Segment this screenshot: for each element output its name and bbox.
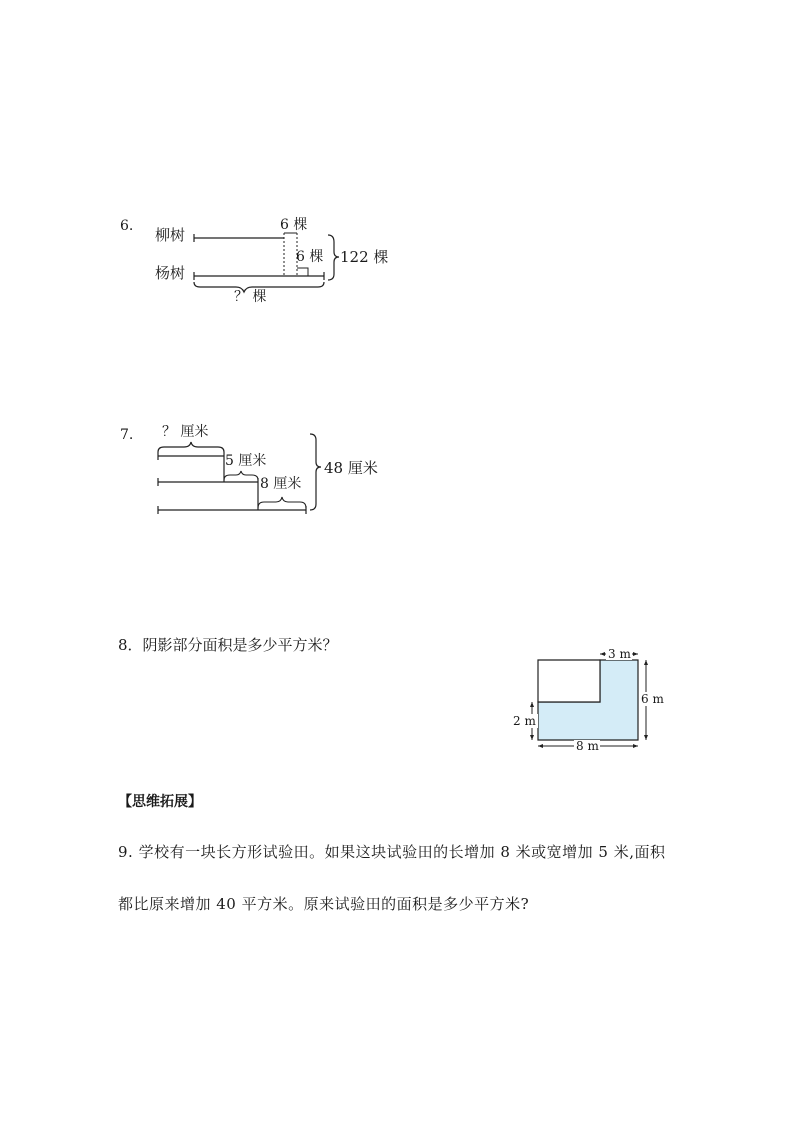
question-8-text: 8．阴影部分面积是多少平方米？ — [118, 636, 338, 654]
unshaded-rectangle — [538, 660, 600, 702]
dim-right-label: 6 m — [641, 692, 664, 706]
dim-bottom-arrow-right — [633, 744, 638, 748]
question-7-diagram — [150, 418, 400, 518]
seg1-label: 5 厘米 — [225, 453, 267, 469]
section-title: 【思维拓展】 — [118, 794, 202, 810]
dim-bottom-arrow-left — [538, 744, 543, 748]
dim-top-arrow-left — [600, 652, 605, 656]
dim-left-arrow-bottom — [530, 735, 534, 740]
question-8-figure — [508, 640, 678, 760]
question-9-line-1: 9. 学校有一块长方形试验田。如果这块试验田的长增加 8 米或宽增加 5 米,面积 — [118, 843, 666, 861]
willow-extra-label: 6 棵 — [280, 217, 308, 233]
seg1-brace — [224, 471, 258, 480]
poplar-label: 杨树 — [155, 264, 186, 282]
dim-left-label: 2 m — [513, 714, 536, 728]
total-label: 48 厘米 — [324, 459, 378, 477]
seg2-brace — [258, 497, 306, 508]
unknown-label: ？ 棵 — [234, 289, 267, 305]
question-6-diagram — [150, 210, 400, 310]
seg2-label: 8 厘米 — [260, 476, 302, 492]
dim-left-arrow-top — [530, 702, 534, 707]
total-brace — [310, 434, 321, 510]
poplar-extra-label: 6 棵 — [296, 249, 324, 265]
question-6-number: 6. — [120, 218, 134, 234]
total-brace — [328, 235, 339, 280]
dim-bottom-label: 8 m — [576, 739, 599, 753]
poplar-extra-bracket — [297, 268, 308, 276]
total-label: 122 棵 — [340, 248, 389, 266]
question-7-number: 7. — [120, 427, 134, 443]
unknown-brace — [158, 442, 224, 452]
unknown-length-label: ？ 厘米 — [162, 424, 209, 440]
willow-label: 柳树 — [155, 226, 186, 244]
dim-right-arrow-bottom — [644, 735, 648, 740]
dim-top-arrow-right — [633, 652, 638, 656]
question-9-line-2: 都比原来增加 40 平方米。原来试验田的面积是多少平方米? — [118, 895, 530, 913]
dim-top-label: 3 m — [608, 647, 631, 661]
dim-right-arrow-top — [644, 660, 648, 665]
